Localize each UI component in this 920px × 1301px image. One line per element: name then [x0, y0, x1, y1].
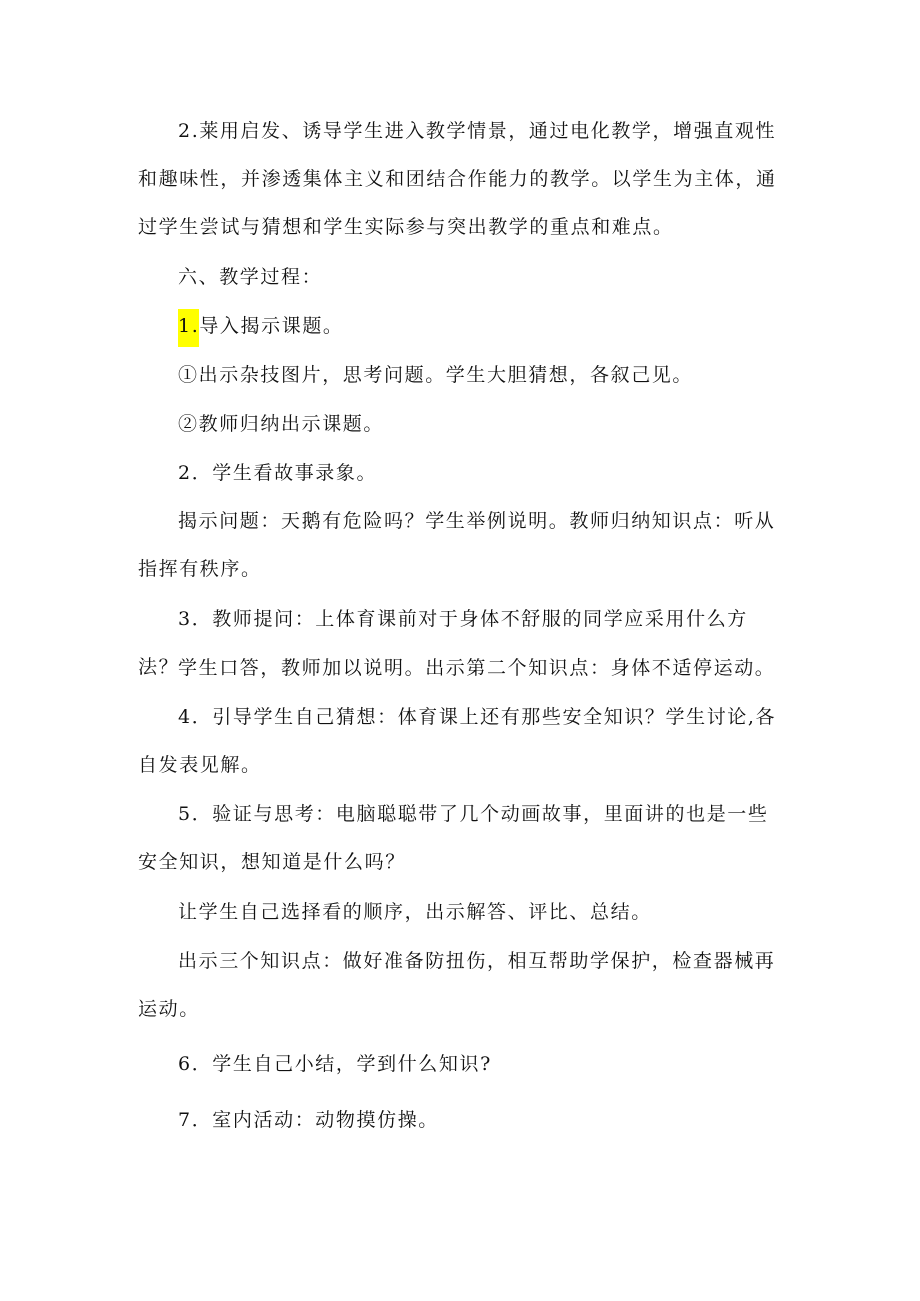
step-5-text-b: 出示三个知识点：做好准备防扭伤，相互帮助学保护，检查器械再运动。	[138, 950, 776, 1020]
step-7-heading: 7．室内活动：动物摸仿操。	[178, 1109, 439, 1131]
paragraph-teaching-method: 2.莱用启发、诱导学生进入教学情景，通过电化教学，增强直观性和趣味性，并渗透集体主义和团结合作能力的教学。以学生为主体，通过学生尝试与猜想和学生实际参与突出教学的重点和难点。	[138, 120, 777, 238]
step-1-text: 导入揭示课题。	[199, 315, 344, 337]
step-5-text-a: 让学生自己选择看的顺序，出示解答、评比、总结。	[178, 901, 652, 923]
step-3-heading: 3．教师提问：上体育课前对于身体不舒服的同学应采用什么方法？	[138, 608, 748, 678]
step-4-heading: 4．引导学生自己猜想：体育课上还有那些安全知识？学生讨论,各自发表见解。	[138, 706, 777, 776]
step-2-heading: 2．学生看故事录象。	[178, 462, 378, 484]
highlighted-step-number: 1.	[178, 309, 199, 347]
step-5-heading: 5．验证与思考：电脑聪聪带了几个动画故事，里面讲的也是一些安全知识，想知道是什么吗？	[138, 803, 769, 873]
step-2-text: 揭示问题：天鹅有危险吗？学生举例说明。教师归纳知识点：听从指挥有秩序。	[138, 510, 776, 580]
step-1-heading	[138, 302, 788, 350]
section-heading-teaching-process: 六、教学过程：	[178, 266, 323, 288]
step-1-item-a: ①出示杂技图片，思考问题。学生大胆猜想，各叙己见。	[178, 364, 694, 386]
step-3-text: 学生口答，教师加以说明。出示第二个知识点：身体不适停运动。	[178, 657, 776, 679]
step-1-item-b: ②教师归纳出示课题。	[178, 413, 385, 435]
step-6-heading: 6．学生自己小结，学到什么知识?	[178, 1053, 492, 1075]
